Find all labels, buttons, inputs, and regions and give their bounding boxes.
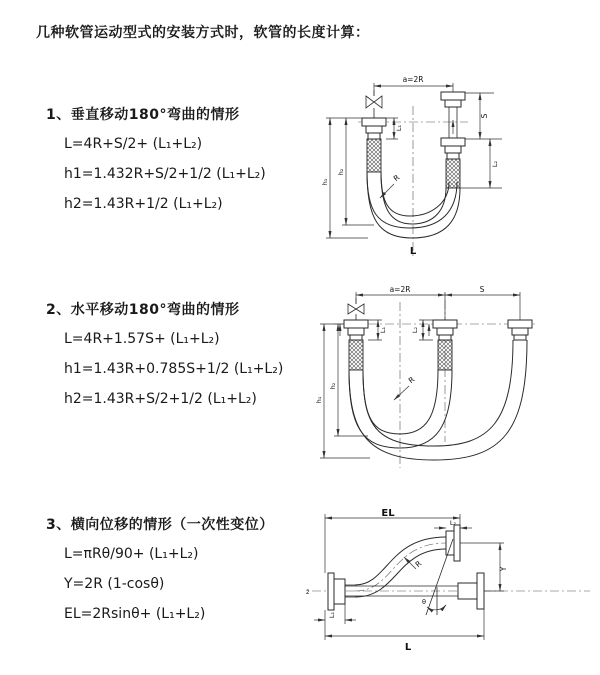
upper-flange [446, 525, 460, 561]
diagram-lateral-displacement [300, 503, 598, 655]
dimensions [321, 75, 502, 257]
dim-label-l1: L₁ [379, 326, 387, 334]
formula-line: h1=1.432R+S/2+1/2 (L₁+L₂) [64, 166, 266, 182]
right-fitting [441, 92, 465, 188]
section-1-heading: 1、垂直移动180°弯曲的情形 [46, 107, 240, 123]
left-fitting [362, 118, 386, 172]
formula-line: L=4R+1.57S+ (L₁+L₂) [64, 331, 220, 347]
section-2-heading: 2、水平移动180°弯曲的情形 [46, 302, 240, 318]
section-3-formulas [64, 539, 205, 629]
dim-label-h2: h₂ [337, 168, 345, 176]
section-2-formulas [64, 324, 283, 414]
formula-line: Y=2R (1-cosθ) [64, 576, 165, 592]
dim-label-r: R [406, 374, 417, 386]
dim-label-a2r: a=2R [402, 75, 424, 84]
dim-label-s: S [480, 113, 489, 119]
dim-label-l2: L₂ [449, 519, 457, 527]
diagram-vertical-180-bend [318, 70, 596, 262]
formula-line: L=πRθ/90+ (L₁+L₂) [64, 546, 199, 562]
dim-label-l2: L₂ [491, 160, 499, 168]
dim-label-el: EL [381, 508, 395, 519]
left-fitting [344, 320, 368, 370]
section-3-heading: 3、横向位移的情形（一次性变位） [46, 517, 274, 533]
middle-fitting [433, 320, 457, 370]
dim-label-h1: h₁ [321, 178, 329, 186]
dim-label-h2: h₂ [329, 382, 337, 390]
formula-line: h1=1.43R+0.785S+1/2 (L₁+L₂) [64, 361, 284, 377]
formula-line: L=4R+S/2+ (L₁+L₂) [64, 136, 203, 152]
left-flange [328, 573, 356, 610]
section-1-formulas [64, 129, 266, 219]
dim-label-h1: h₁ [315, 396, 323, 404]
page-title: 几种软管运动型式的安装方式时，软管的长度计算： [36, 25, 370, 41]
dim-label-l: L [409, 246, 417, 257]
formula-line: h2=1.43R+1/2 (L₁+L₂) [64, 196, 223, 212]
dim-label-r: R [413, 558, 424, 570]
dim-label-l: L [404, 642, 412, 653]
dim-label-y: Y [499, 566, 508, 572]
right-flange-lower [458, 573, 484, 609]
dimensions [315, 285, 520, 458]
dim-label-l1: L₁ [328, 611, 336, 619]
right-fitting-phantom [508, 320, 532, 340]
dim-label-l2: L₂ [411, 326, 419, 334]
dim-label-a2r: a=2R [389, 285, 411, 294]
diagram-horizontal-180-bend [310, 282, 598, 472]
angle-label-theta: θ [422, 598, 426, 606]
dim-label-l1: L₁ [395, 124, 403, 132]
formula-line: EL=2Rsinθ+ (L₁+L₂) [64, 606, 206, 622]
hose-s-curve [355, 537, 446, 597]
dim-label-r: R [391, 172, 402, 184]
dim-label-s: S [479, 285, 485, 294]
datum-mark: z̄ [306, 588, 310, 596]
formula-line: h2=1.43R+S/2+1/2 (L₁+L₂) [64, 391, 257, 407]
